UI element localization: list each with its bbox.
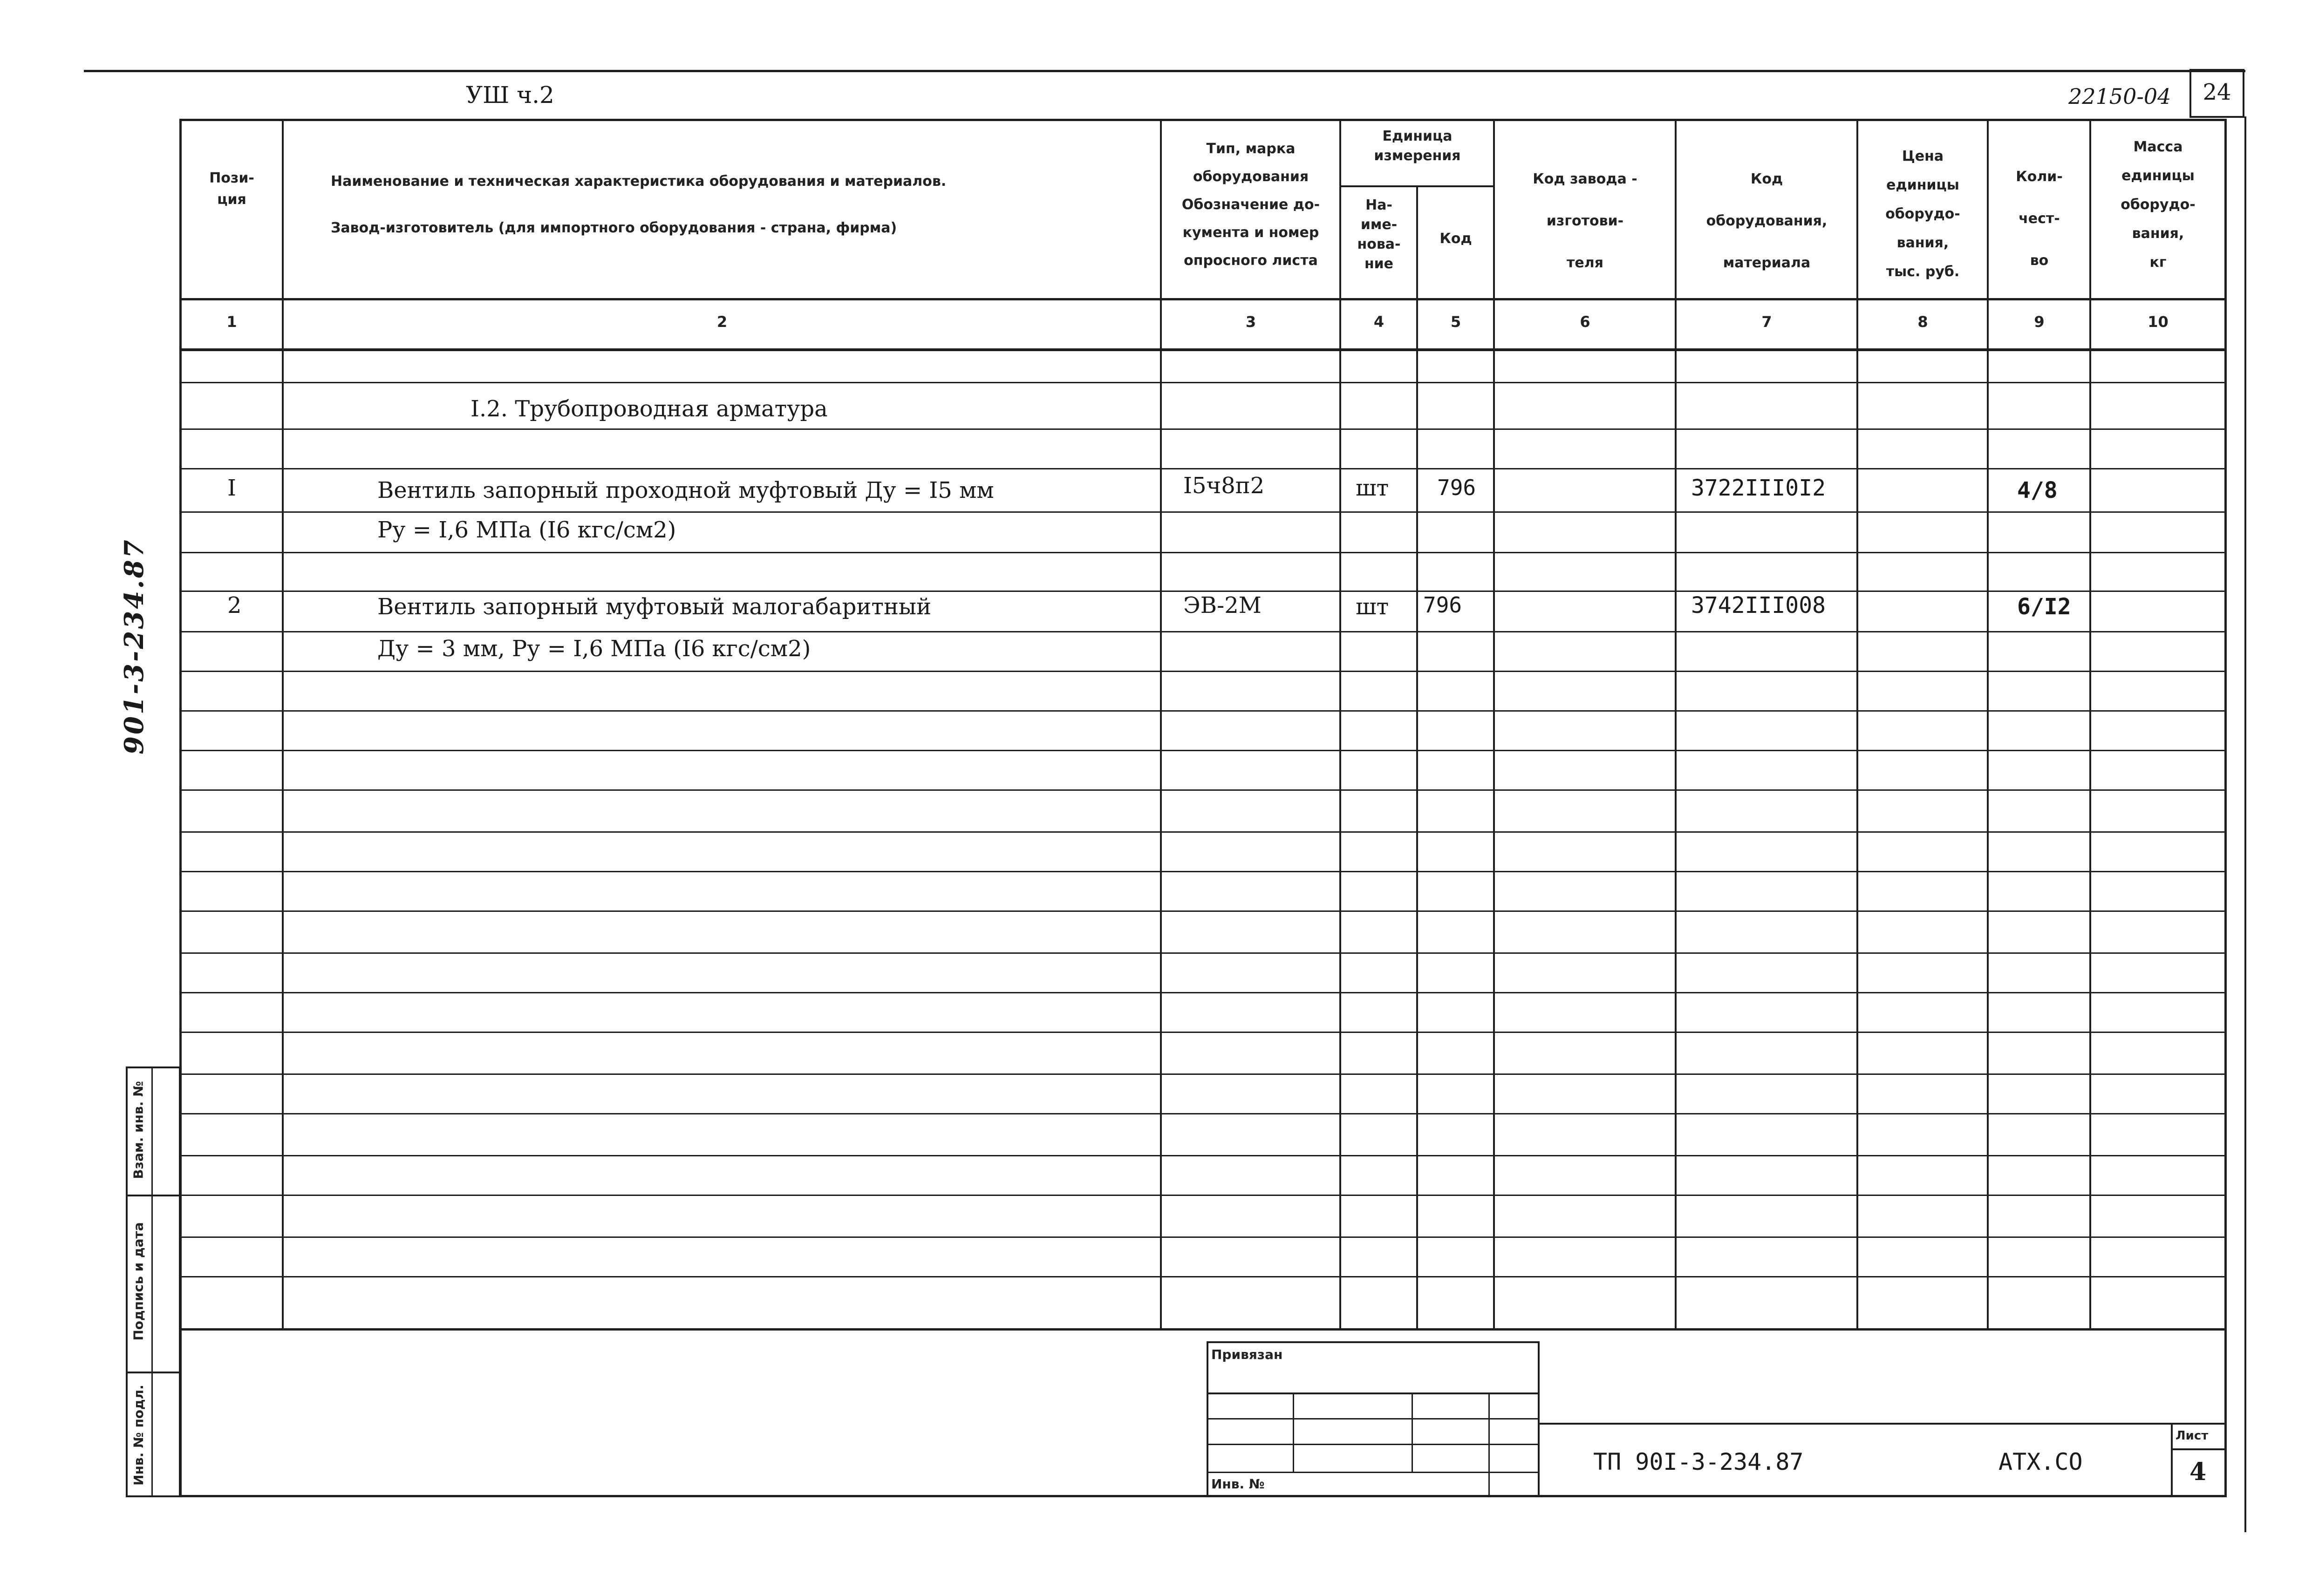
archive-number: 22150-04	[2068, 84, 2171, 109]
privyazan-label: Привязан	[1211, 1347, 1283, 1362]
tb-v3	[1488, 1392, 1490, 1497]
item-2-name-line2: Ду = 3 мм, Ру = I,6 МПа (I6 кгс/см2)	[377, 636, 811, 662]
top-rule	[84, 70, 2245, 72]
table-row-line	[179, 552, 2227, 553]
side-strip-sep-1	[126, 1195, 181, 1196]
body-bottom	[179, 1328, 2227, 1331]
item-2-equipment-code: 3742III008	[1691, 592, 1826, 618]
item-1-position: I	[227, 475, 236, 501]
item-2-quantity: 6/I2	[2017, 594, 2071, 620]
table-row-line	[179, 631, 2227, 632]
col-num-8: 8	[1917, 313, 1928, 331]
series-code: УШ ч.2	[466, 81, 554, 109]
side-podpis-data: Подпись и дата	[130, 1222, 146, 1341]
colnum-bottom	[179, 348, 2227, 351]
col-line-7	[1856, 119, 1858, 1330]
table-row-line	[179, 710, 2227, 712]
col-3-header: Тип, марка оборудования Обозначение до- кумента и номер опросного листа	[1181, 141, 1320, 269]
col-num-5: 5	[1450, 313, 1461, 331]
item-2-name-line1: Вентиль запорный муфтовый малогабаритный	[377, 594, 932, 620]
col-9-header: Коли- чест- во	[2016, 169, 2063, 269]
col-line-2	[1160, 119, 1162, 1330]
col-6-header: Код завода - изготови- теля	[1533, 171, 1637, 271]
tb-sheet-v	[2171, 1423, 2173, 1497]
col-num-6: 6	[1580, 313, 1590, 331]
page-number: 24	[2203, 79, 2231, 105]
table-row-line	[179, 511, 2227, 513]
col-4-header: На- име- нова- ние	[1357, 197, 1401, 272]
table-row-line	[179, 468, 2227, 469]
sheet-number: 4	[2189, 1458, 2207, 1486]
table-row-line	[179, 1236, 2227, 1238]
section-title: I.2. Трубопроводная арматура	[471, 396, 828, 422]
sheet-label: Лист	[2176, 1429, 2209, 1443]
col-8-header: Цена единицы оборудо- вания, тыс. руб.	[1885, 148, 1960, 280]
col-line-5	[1493, 119, 1495, 1330]
col-line-1	[282, 119, 284, 1330]
table-row-line	[179, 1073, 2227, 1075]
item-1-quantity: 4/8	[2017, 477, 2058, 503]
col-2-header: Наименование и техническая характеристика оборудования и материалов. Завод-изготовитель (для импортного оборудования - страна, фирма)	[331, 173, 947, 236]
table-row-line	[179, 1113, 2227, 1114]
table-row-line	[179, 428, 2227, 430]
col-5-header: Код	[1439, 231, 1472, 247]
col-num-9: 9	[2034, 313, 2045, 331]
col-num-3: 3	[1245, 313, 1256, 331]
item-1-unit-name: шт	[1356, 475, 1389, 501]
table-row-line	[179, 671, 2227, 672]
item-2-position: 2	[227, 592, 242, 618]
tb-v2	[1412, 1392, 1413, 1472]
col-line-9	[2089, 119, 2091, 1330]
doc-code: АТХ.СО	[1998, 1448, 2083, 1475]
table-row-line	[179, 1276, 2227, 1277]
item-1-unit-code: 796	[1437, 475, 1476, 500]
item-2-unit-name: шт	[1356, 594, 1389, 620]
side-strip-inner	[151, 1066, 153, 1497]
table-row-line	[179, 1155, 2227, 1156]
inv-no-label: Инв. №	[1211, 1476, 1265, 1492]
col-line-3	[1339, 119, 1341, 1330]
table-row-line	[179, 871, 2227, 872]
page-number-box	[2189, 69, 2244, 118]
table-row-line	[179, 591, 2227, 592]
side-inv-podl: Инв. № подл.	[131, 1385, 146, 1486]
table-row-line	[179, 789, 2227, 791]
header-bottom	[179, 298, 2227, 300]
table-row-line	[179, 382, 2227, 383]
item-2-unit-code: 796	[1423, 592, 1462, 618]
item-1-equipment-code: 3722III0I2	[1691, 475, 1826, 501]
table-row-line	[179, 831, 2227, 833]
col-1-header: Пози- ция	[209, 170, 254, 208]
col-num-7: 7	[1761, 313, 1772, 331]
right-edge	[2244, 116, 2246, 1532]
col-num-4: 4	[1373, 313, 1384, 331]
table-row-line	[179, 1195, 2227, 1196]
side-stamp-text: 901-3-234.87	[119, 538, 150, 754]
table-row-line	[179, 910, 2227, 912]
col-10-header: Масса единицы оборудо- вания, кг	[2121, 139, 2196, 271]
col-num-1: 1	[226, 313, 237, 331]
col-line-8	[1987, 119, 1989, 1330]
project-code: ТП 90I-3-234.87	[1593, 1448, 1804, 1475]
tb-sheet-h	[2171, 1448, 2227, 1450]
tb-main-top	[1540, 1423, 2227, 1425]
table-row-line	[179, 992, 2227, 993]
unit-group-header: Единица измерения	[1374, 128, 1461, 164]
col-num-10: 10	[2148, 313, 2169, 331]
col-line-6	[1675, 119, 1677, 1330]
item-2-type: ЭВ-2М	[1183, 592, 1262, 618]
table-row-line	[179, 1032, 2227, 1033]
item-1-name-line1: Вентиль запорный проходной муфтовый Ду = I5 мм	[377, 477, 994, 503]
tb-v1	[1293, 1392, 1294, 1472]
item-1-name-line2: Ру = I,6 МПа (I6 кгс/см2)	[377, 517, 676, 543]
col-num-2: 2	[716, 313, 728, 331]
side-vzam-inv: Взам. инв. №	[130, 1081, 146, 1179]
side-stamp	[119, 466, 151, 754]
col-line-4	[1416, 185, 1418, 1330]
col-7-header: Код оборудования, материала	[1706, 171, 1828, 271]
item-1-type: I5ч8п2	[1183, 473, 1265, 499]
table-row-line	[179, 952, 2227, 954]
table-row-line	[179, 750, 2227, 751]
